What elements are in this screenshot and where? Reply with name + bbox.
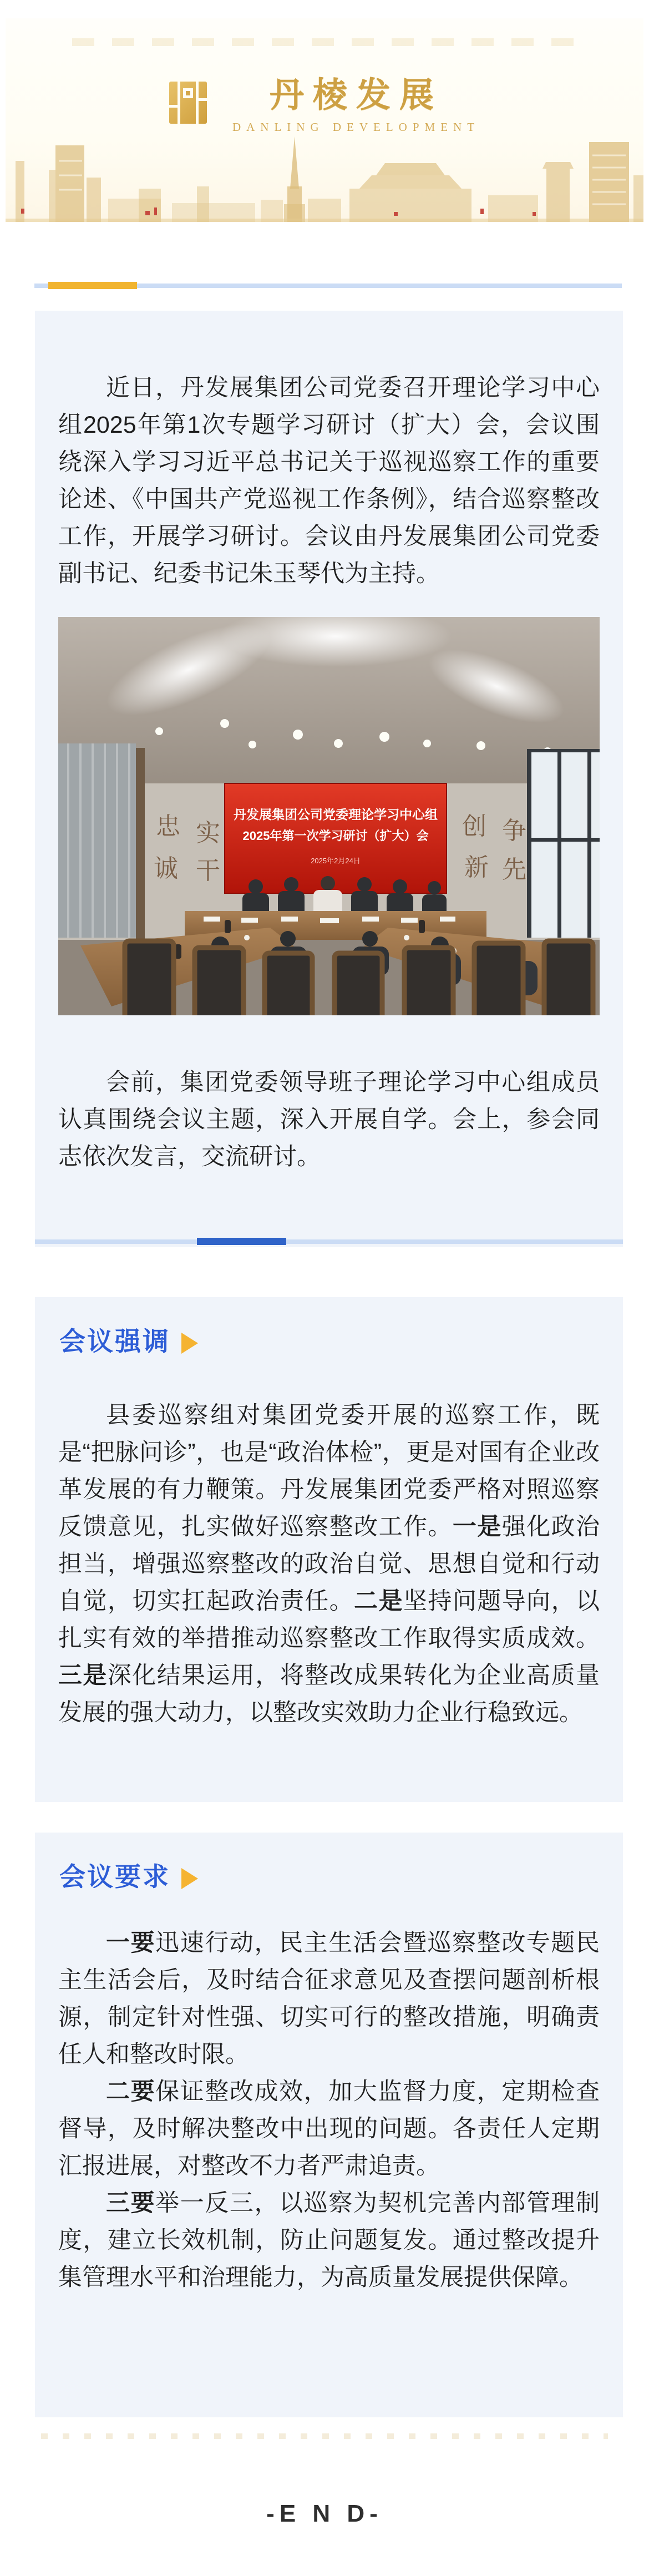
- text-run: 强化政治担当，增强巡察整改的政治自觉、思想自觉和行动自觉，切实扛起政治责任。: [58, 1514, 600, 1615]
- section-divider-accent: [197, 1238, 286, 1245]
- logo-detail: [178, 82, 180, 124]
- top-divider-accent: [48, 282, 137, 289]
- logo-detail: [186, 91, 190, 95]
- requirements-panel: [35, 1833, 623, 2417]
- wall-char: 新: [464, 854, 489, 881]
- screen-title-line2: 2025年第一次学习研讨（扩大）会: [242, 829, 429, 843]
- brand-row: [6, 78, 643, 134]
- requirement-paragraph-3: [35, 2185, 623, 2296]
- text-run: 坚持问题导向，以扎实有效的举措推动巡察整改工作取得实质成效。: [58, 1588, 600, 1652]
- brand-logo-icon: [169, 82, 207, 124]
- arrow-right-icon: [181, 1333, 198, 1354]
- requirement-lead: 一要: [106, 1930, 156, 1956]
- intro-paragraph-2: 会前，集团党委领导班子理论学习中心组成员认真围绕会议主题，深入开展自学。会上，参会同志依次发言，交流研讨。: [58, 1069, 600, 1170]
- text-run-bold: 二是: [354, 1588, 404, 1615]
- text-run: 深化结果运用，将整改成果转化为企业高质量发展的强大动力，以整改实效助力企业行稳致远。: [58, 1662, 600, 1726]
- wall-char: 干: [196, 857, 220, 884]
- requirement-text: 迅速行动，民主生活会暨巡察整改专题民主生活会后，及时结合征求意见及查摆问题剖析根源，制定针对性强、切实可行的整改措施，明确责任人和整改时限。: [58, 1930, 600, 2068]
- intro-panel: [35, 311, 623, 1247]
- end-marker: -E N D-: [266, 2500, 383, 2527]
- city-skyline-illustration: [6, 133, 643, 222]
- requirement-lead: 三要: [106, 2190, 156, 2216]
- requirement-lead: 二要: [106, 2078, 156, 2105]
- requirement-paragraph-2: [35, 2073, 623, 2185]
- screen-title-line1: 丹发展集团公司党委理论学习中心组: [234, 807, 438, 822]
- text-run-bold: 一是: [452, 1514, 502, 1540]
- requirements-heading-row: [35, 1833, 623, 1891]
- wall-char: 创: [462, 813, 486, 840]
- wall-char: 争: [502, 817, 526, 844]
- intro-paragraph-1: 近日，丹发展集团公司党委召开理论学习中心组2025年第1次专题学习研讨（扩大）会，会议围绕深入学习习近平总书记关于巡视巡察工作的重要论述、《中国共产党巡视工作条例》，结合巡察整改工作，开展学习研讨。会议由丹发展集团公司党委副书记、纪委书记朱玉琴代为主持。: [58, 374, 600, 587]
- dotted-separator: [41, 2433, 608, 2439]
- requirement-text: 举一反三，以巡察为契机完善内部管理制度，建立长效机制，防止问题复发。通过整改提升集管理水平和治理能力，为高质量发展提供保障。: [58, 2190, 600, 2291]
- section-heading-requirements: 会议要求: [59, 1862, 170, 1891]
- emphasis-paragraph: [35, 1397, 623, 1732]
- screen-date: 2025年2月24日: [311, 857, 361, 865]
- emphasis-heading-row: [35, 1297, 623, 1356]
- meeting-room-illustration: [58, 617, 600, 1015]
- brand-name-en: DANLING DEVELOPMENT: [232, 120, 480, 134]
- logo-detail: [169, 105, 178, 108]
- logo-detail: [199, 98, 207, 101]
- section-heading-emphasis: 会议强调: [59, 1327, 170, 1356]
- emphasis-panel: [35, 1297, 623, 1802]
- wall-char: 诚: [154, 855, 178, 882]
- section-divider: [35, 1239, 623, 1244]
- requirement-paragraph-1: [35, 1925, 623, 2073]
- logo-detail: [196, 82, 199, 124]
- arrow-right-icon: [181, 1868, 198, 1889]
- wall-char: 实: [196, 819, 220, 847]
- requirement-text: 保证整改成效，加大监督力度，定期检查督导，及时解决整改中出现的问题。各责任人定期汇报进展，对整改不力者严肃追责。: [58, 2078, 600, 2179]
- text-run-bold: 三是: [58, 1662, 108, 1689]
- meeting-photo[interactable]: [58, 617, 600, 1015]
- header-banner: [6, 18, 643, 222]
- crenellation-pattern: [72, 38, 577, 46]
- brand-name-cn: 丹棱发展: [269, 77, 443, 114]
- wall-char: 忠: [156, 813, 180, 840]
- wall-char: 先: [502, 856, 526, 883]
- top-divider: [34, 284, 622, 288]
- text-run: 县委巡察组对集团党委开展的巡察工作，既是“把脉问诊”，也是“政治体检”，更是对国有企业改革发展的有力鞭策。丹发展集团党委严格对照巡察反馈意见，扎实做好巡察整改工作。: [58, 1402, 600, 1540]
